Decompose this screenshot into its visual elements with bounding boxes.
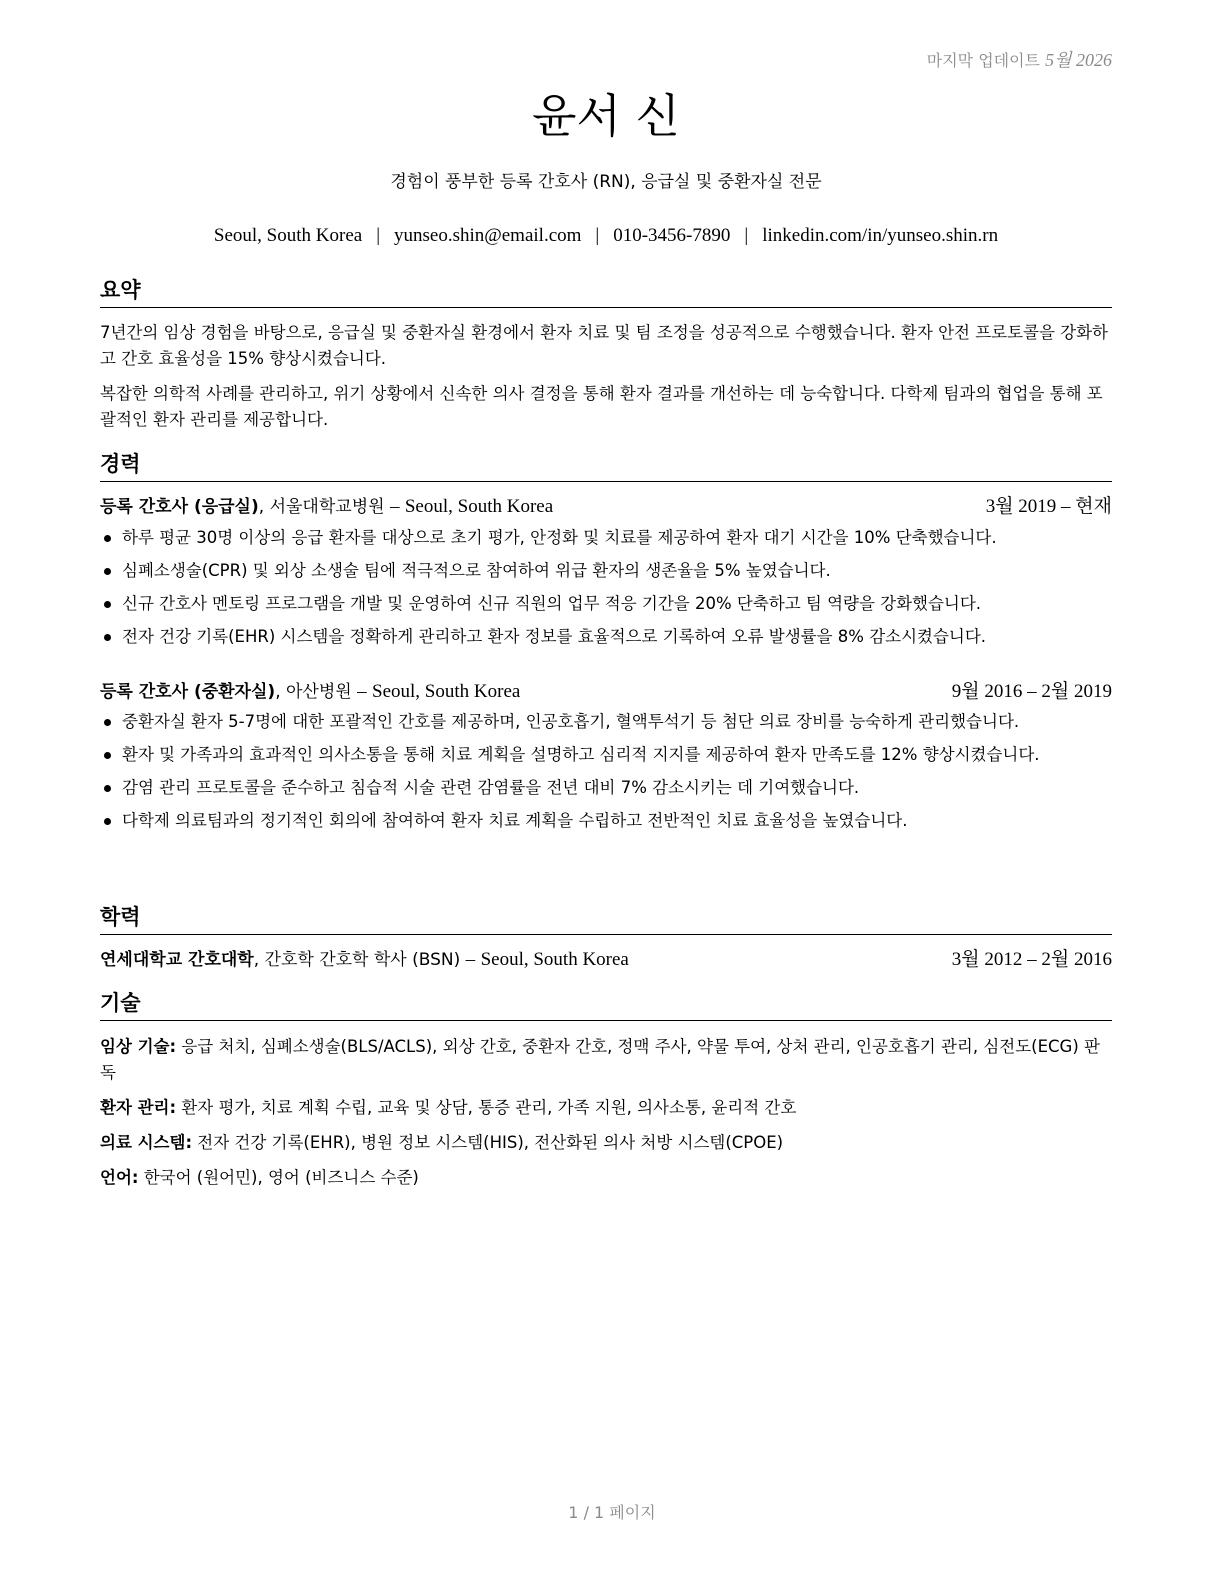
candidate-name: 윤서 신 (532, 89, 680, 143)
skill-value: 한국어 (원어민), 영어 (비즈니스 수준) (143, 1168, 419, 1187)
skill-label: 언어: (100, 1168, 139, 1187)
skill-label: 환자 관리: (100, 1098, 177, 1117)
bullet-item: 감염 관리 프로토콜을 준수하고 침습적 시술 관련 감염률을 전년 대비 7% 감소시키는 데 기여했습니다. (100, 775, 1112, 801)
contact-separator: | (376, 225, 380, 246)
skill-row (100, 1095, 1112, 1121)
contact-email[interactable]: yunseo.shin@email.com (394, 225, 582, 246)
section-title-experience: 경력 (100, 450, 1112, 482)
skill-value: 환자 평가, 치료 계획 수립, 교육 및 상담, 통증 관리, 가족 지원, 의사소통, 윤리적 간호 (181, 1098, 797, 1117)
job-role: 등록 간호사 (중환자실) (100, 682, 276, 702)
bullet-item: 하루 평균 30명 이상의 응급 환자를 대상으로 초기 평가, 안정화 및 치료를 제공하여 환자 대기 시간을 10% 단축했습니다. (100, 525, 1112, 551)
education-dates: 3월 2012 – 2월 2016 (951, 949, 1112, 970)
skill-row (100, 1034, 1112, 1086)
education-location: Seoul, South Korea (480, 949, 629, 970)
job-header: 등록 간호사 (중환자실), 아산병원 – Seoul, South Korea 9월 2016 – 2월 2019 (100, 679, 1112, 705)
job-org: 서울대학교병원 (269, 497, 385, 517)
last-updated-date: 5월 2026 (1045, 50, 1112, 70)
bullet-item: 중환자실 환자 5-7명에 대한 포괄적인 간호를 제공하며, 인공호흡기, 혈액투석기 등 첨단 의료 장비를 능숙하게 관리했습니다. (100, 709, 1112, 735)
job-bullets (100, 709, 1112, 841)
job-dates: 3월 2019 – 현재 (985, 496, 1112, 517)
skill-row (100, 1130, 1112, 1156)
skill-label: 임상 기술: (100, 1037, 177, 1056)
education-degree: 간호학 간호학 학사 (BSN) (264, 950, 461, 970)
page-number: 1 / 1 페이지 (568, 1503, 656, 1522)
bullet-item: 환자 및 가족과의 효과적인 의사소통을 통해 치료 계획을 설명하고 심리적 지지를 제공하여 환자 만족도를 12% 향상시켰습니다. (100, 742, 1112, 768)
job-org: 아산병원 (286, 682, 352, 702)
contact-separator: | (595, 225, 600, 246)
last-updated-label: 마지막 업데이트 (926, 51, 1041, 70)
section-title-education: 학력 (100, 903, 1112, 935)
contact-line (100, 223, 1112, 249)
contact-linkedin[interactable]: linkedin.com/in/yunseo.shin.rn (762, 225, 999, 246)
education-school: 연세대학교 간호대학 (100, 950, 254, 970)
skill-value: 전자 건강 기록(EHR), 병원 정보 시스템(HIS), 전산화된 의사 처방 시스템(CPOE) (197, 1133, 784, 1152)
job-location: Seoul, South Korea (404, 496, 554, 517)
summary-paragraph: 7년간의 임상 경험을 바탕으로, 응급실 및 중환자실 환경에서 환자 치료 및 팀 조정을 성공적으로 수행했습니다. 환자 안전 프로토콜을 강화하고 간호 효율성을 15% 향상시켰습니다. (100, 323, 1108, 368)
education-entry: 연세대학교 간호대학, 간호학 간호학 학사 (BSN) – Seoul, South Korea 3월 2012 – 2월 2016 (100, 947, 1112, 973)
summary-paragraph: 복잡한 의학적 사례를 관리하고, 위기 상황에서 신속한 의사 결정을 통해 환자 결과를 개선하는 데 능숙합니다. 다학제 팀과의 협업을 통해 포괄적인 환자 관리를 제공합니다. (100, 384, 1103, 429)
tagline: 경험이 풍부한 등록 간호사 (RN), 응급실 및 중환자실 전문 (390, 172, 822, 192)
section-title-skills: 기술 (100, 989, 1112, 1021)
bullet-item: 전자 건강 기록(EHR) 시스템을 정확하게 관리하고 환자 정보를 효율적으로 기록하여 오류 발생률을 8% 감소시켰습니다. (100, 624, 1112, 650)
section-title-summary: 요약 (100, 276, 1112, 308)
job-location: Seoul, South Korea (372, 681, 521, 702)
job-header: 등록 간호사 (응급실), 서울대학교병원 – Seoul, South Korea 3월 2019 – 현재 (100, 494, 1112, 520)
bullet-item: 심폐소생술(CPR) 및 외상 소생술 팀에 적극적으로 참여하여 위급 환자의 생존율을 5% 높였습니다. (100, 558, 1112, 584)
bullet-item: 신규 간호사 멘토링 프로그램을 개발 및 운영하여 신규 직원의 업무 적응 기간을 20% 단축하고 팀 역량을 강화했습니다. (100, 591, 1112, 617)
contact-separator: | (744, 225, 749, 246)
contact-location: Seoul, South Korea (213, 225, 363, 246)
skill-value: 응급 처치, 심폐소생술(BLS/ACLS), 외상 간호, 중환자 간호, 정맥 주사, 약물 투여, 상처 관리, 인공호흡기 관리, 심전도(ECG) 판독 (100, 1037, 1100, 1082)
contact-phone[interactable]: 010-3456-7890 (613, 225, 731, 246)
last-updated (927, 46, 1112, 72)
skill-row (100, 1165, 1112, 1191)
skill-label: 의료 시스템: (100, 1133, 193, 1152)
job-bullets (100, 525, 1112, 657)
bullet-item: 다학제 의료팀과의 정기적인 회의에 참여하여 환자 치료 계획을 수립하고 전반적인 치료 효율성을 높였습니다. (100, 808, 1112, 834)
job-role: 등록 간호사 (응급실) (100, 497, 259, 517)
job-dates: 9월 2016 – 2월 2019 (951, 681, 1112, 702)
